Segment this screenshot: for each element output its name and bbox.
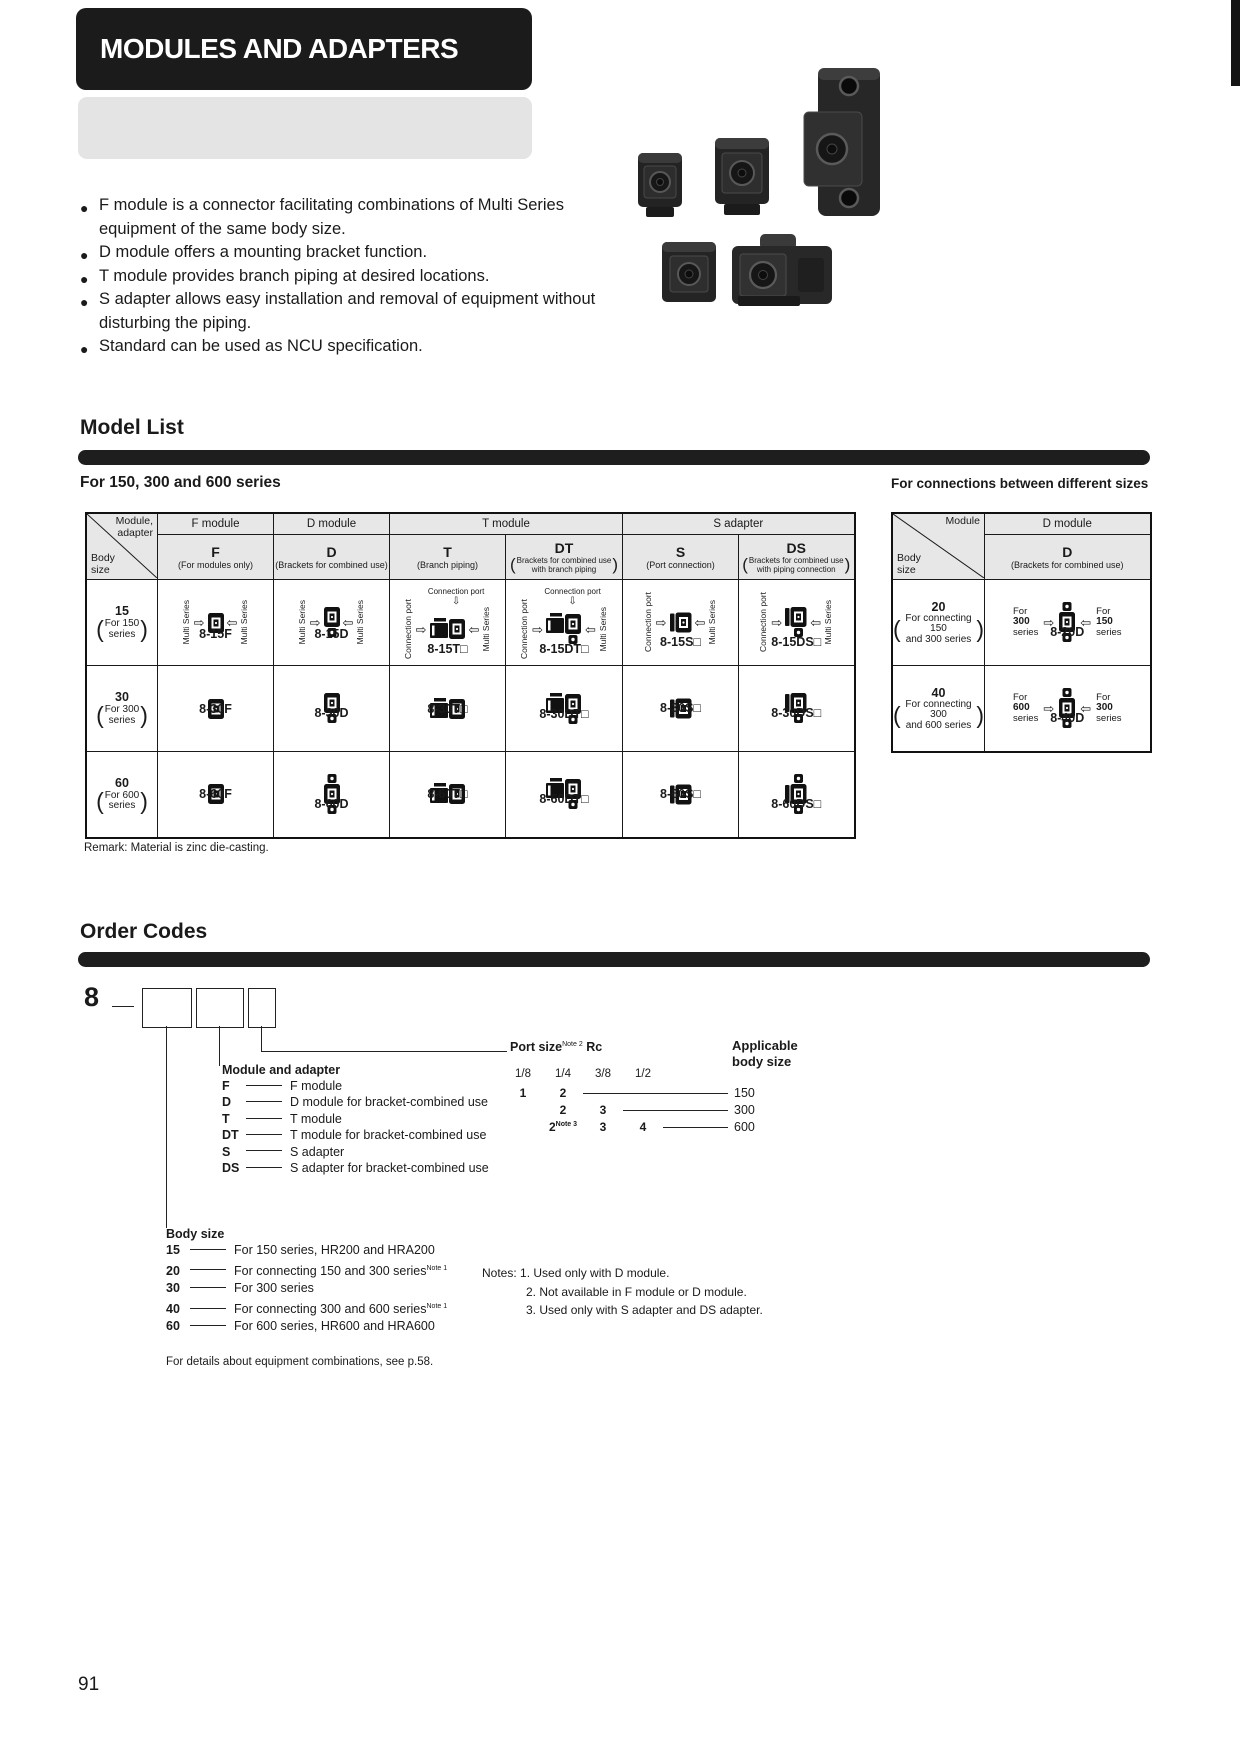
order-codes-heading: Order Codes: [80, 920, 208, 943]
intro-bullet: ● D module offers a mounting bracket function.: [80, 241, 598, 265]
order-code-dash: [112, 1006, 134, 1007]
model-code: 8-15D: [314, 626, 349, 641]
body-size-item: 60 For 600 series, HR600 and HRA600: [166, 1319, 435, 1334]
model-code: 8-30F: [199, 701, 232, 716]
port-size-value: 4: [639, 1120, 647, 1134]
group-header-row: [86, 513, 855, 535]
corner-cell: Module, adapter Body size: [86, 513, 158, 580]
dash-line: [190, 1287, 226, 1288]
right-arrow-icon: ⇨: [415, 621, 427, 637]
bullet-icon: ●: [80, 294, 89, 310]
dash-line: [246, 1118, 282, 1119]
model-list-table: [85, 512, 856, 839]
bullet-icon: ●: [80, 270, 89, 287]
dash-line: [246, 1101, 282, 1102]
model-code: 8-30D: [314, 706, 349, 720]
s-adapter-icon: [670, 612, 692, 633]
model-code: 8-30DT□: [539, 706, 589, 721]
left-arrow-icon: ⇦: [810, 614, 822, 630]
order-code-box-body-size: [142, 988, 192, 1028]
module-adapter-item: F F module: [222, 1079, 343, 1093]
model-list-table: [85, 512, 856, 839]
left-arrow-icon: ⇦: [342, 615, 354, 630]
right-arrow-icon: ⇨: [771, 614, 783, 630]
model-cell: [506, 752, 623, 838]
left-arrow-icon: ⇦: [1080, 615, 1092, 630]
left-arrow-icon: ⇦: [468, 621, 480, 637]
table-row: [892, 580, 1151, 666]
body-size-item: 20 For connecting 150 and 300 series$^{Note 1}$: [166, 1263, 448, 1278]
model-cell: Connection port ⇨ ⇦ Multi Series 8-15DS□: [739, 580, 855, 666]
connection-port-label: Connection port ⇩: [544, 587, 601, 608]
port-size-column: 3/8: [595, 1068, 611, 1080]
column-header: F (For modules only): [158, 535, 274, 580]
page-edge-index-tab: [1231, 0, 1240, 86]
details-reference: For details about equipment combinations, see p.58.: [166, 1356, 434, 1368]
model-code: 8-15F: [199, 626, 232, 641]
order-code-box-module: [196, 988, 244, 1028]
left-arrow-icon: ⇦: [226, 615, 238, 630]
model-cell: [739, 666, 855, 752]
model-cell: [390, 666, 506, 752]
group-header: D module: [985, 513, 1151, 535]
model-cell: [390, 752, 506, 838]
body-size-item: 15 For 150 series, HR200 and HRA200: [166, 1243, 435, 1257]
connector-line: [219, 1026, 220, 1066]
group-header: F module: [158, 513, 274, 535]
connector-line: [261, 1026, 262, 1052]
model-list-heading: Model List: [80, 416, 184, 439]
module-adapter-item: DS S adapter for bracket-combined use: [222, 1161, 489, 1176]
connector-line: [623, 1110, 728, 1111]
table-row: [86, 752, 855, 838]
model-code: 8-15S□: [660, 634, 701, 649]
model-cell: [158, 666, 274, 752]
applicable-body-size-value: 300: [734, 1103, 755, 1117]
title-banner: [76, 8, 532, 90]
intro-bullet: ● Standard can be used as NCU specification.: [80, 335, 598, 359]
table-row: [892, 666, 1151, 752]
body-size-cell: 30 ( For 300 series ): [86, 666, 158, 752]
body-size-item: 30 For 300 series: [166, 1281, 314, 1296]
connector-line: [663, 1127, 728, 1128]
dash-line: [246, 1085, 282, 1086]
bullet-icon: ●: [80, 247, 89, 263]
right-arrow-icon: ⇨: [655, 614, 667, 630]
body-size-cell: 60 ( For 600 series ): [86, 752, 158, 838]
t-module-icon: [430, 618, 466, 640]
corner-cell: Module Body size: [892, 513, 985, 580]
model-code: 8-20D: [1050, 625, 1085, 639]
table-row: [86, 580, 855, 666]
model-cell: For 300 series ⇨ ⇦ For 150 series 8-20D: [985, 580, 1151, 666]
different-sizes-table: [891, 512, 1152, 753]
group-header: S adapter: [623, 513, 855, 535]
body-size-cell: 40 ( For connecting 300 and 600 series ): [892, 666, 985, 752]
model-code: 8-15DS□: [771, 634, 822, 649]
model-cell: Connection port ⇩ Connection port ⇨ ⇦ Multi Series 8-15T□: [390, 580, 506, 666]
table-row: [86, 666, 855, 752]
applicable-body-size-value: 150: [734, 1086, 755, 1100]
intro-bullet: ● S adapter allows easy installation and removal of equipment without disturbing the piping.: [80, 290, 596, 332]
connector-line: [583, 1093, 728, 1094]
body-size-item: 40 For connecting 300 and 600 series$^{Note 1}$: [166, 1301, 448, 1316]
note-item: 2. Not available in F module or D module.: [526, 1284, 747, 1299]
port-size-column: 1/4: [555, 1068, 571, 1080]
column-header: D (Brackets for combined use): [985, 535, 1151, 580]
port-size-value: 3: [599, 1103, 607, 1117]
right-arrow-icon: ⇨: [532, 621, 543, 637]
right-arrow-icon: ⇨: [1043, 615, 1055, 630]
page-number: 91: [78, 1674, 100, 1695]
module-adapter-legend: [222, 1062, 489, 1176]
section-divider-bar: [78, 450, 1150, 465]
down-arrow-icon: ⇩: [451, 596, 461, 608]
model-code: 8-60S□: [660, 786, 701, 801]
modules-photo-illustration: [610, 50, 910, 350]
port-size-heading: Port size$^{Note 2}$ Rc: [510, 1040, 603, 1054]
column-header-row: [86, 535, 855, 580]
model-code: 8-30S□: [660, 701, 701, 715]
model-cell: [274, 666, 390, 752]
model-cell: Multi Series ⇨ ⇦ Multi Series 8-15F: [158, 580, 274, 666]
applicable-body-size-value: 600: [734, 1120, 755, 1134]
port-size-value: 1: [519, 1086, 527, 1100]
column-header: S (Port connection): [623, 535, 739, 580]
body-size-heading: Body size: [166, 1227, 225, 1241]
module-adapter-item: D D module for bracket-combined use: [222, 1095, 489, 1110]
port-size-legend: [510, 1038, 800, 1138]
right-arrow-icon: ⇨: [1043, 700, 1055, 716]
right-table-subtitle: For connections between different sizes: [891, 476, 1149, 491]
port-size-column: 1/2: [635, 1068, 651, 1080]
bullet-icon: ●: [80, 341, 89, 357]
dash-line: [190, 1325, 226, 1326]
port-size-value: $2^{Note 3}$: [548, 1120, 578, 1134]
model-code: 8-60F: [199, 787, 232, 802]
order-code-box-port: [248, 988, 276, 1028]
group-header: D module: [274, 513, 390, 535]
right-arrow-icon: ⇨: [309, 615, 321, 630]
model-code: 8-60T□: [427, 787, 468, 802]
dash-line: [246, 1150, 282, 1151]
module-adapter-heading: Module and adapter: [222, 1063, 341, 1077]
left-arrow-icon: ⇦: [694, 614, 706, 630]
module-adapter-item: DT T module for bracket-combined use: [222, 1128, 487, 1143]
body-size-cell: 15 ( For 150 series ): [86, 580, 158, 666]
column-header: T (Branch piping): [390, 535, 506, 580]
bullet-icon: ●: [80, 200, 89, 216]
port-size-value: 2: [559, 1086, 567, 1100]
model-code: 8-30DS□: [771, 706, 822, 720]
model-cell: [623, 666, 739, 752]
connector-line: [261, 1051, 507, 1052]
model-cell: [739, 752, 855, 838]
right-arrow-icon: ⇨: [193, 615, 205, 630]
dash-line: [190, 1308, 226, 1309]
body-size-legend: [166, 1226, 447, 1336]
dash-line: [190, 1249, 226, 1250]
model-code: 8-15T□: [427, 641, 468, 656]
page-title: MODULES AND ADAPTERS: [100, 33, 459, 64]
model-cell: [274, 752, 390, 838]
model-code: 8-15DT□: [539, 641, 589, 656]
left-arrow-icon: ⇦: [1080, 700, 1092, 716]
model-code: 8-60DT□: [539, 792, 589, 807]
down-arrow-icon: ⇩: [568, 596, 577, 608]
port-size-column: 1/8: [515, 1068, 531, 1080]
subtitle-placeholder-box: [78, 97, 532, 159]
module-adapter-item: S S adapter: [222, 1144, 345, 1159]
model-cell: For 600 series ⇨ ⇦ For 300 series 8-40D: [985, 666, 1151, 752]
port-size-value: 3: [599, 1120, 607, 1134]
column-header: D (Brackets for combined use): [274, 535, 390, 580]
body-size-cell: 20 ( For connecting 150 and 300 series ): [892, 580, 985, 666]
dash-line: [246, 1167, 282, 1168]
table-remark: Remark: Material is zinc die-casting.: [84, 842, 269, 854]
column-header: DS ( Brackets for combined use with piping connection ): [739, 535, 855, 580]
intro-bullet: ● F module is a connector facilitating combinations of Multi Series equipment of the same body size.: [80, 196, 564, 238]
model-code: 8-60DS□: [771, 796, 822, 811]
model-code: 8-40D: [1050, 710, 1085, 725]
model-cell: Connection port ⇩ Connection port ⇨ ⇦ Multi Series 8-15DT□: [506, 580, 623, 666]
order-code-prefix: 8: [84, 982, 100, 1012]
note-item: Notes: 1. Used only with D module.: [482, 1266, 670, 1280]
intro-bullet-list: [80, 194, 598, 359]
ds-adapter-icon: [785, 607, 807, 638]
model-cell: Connection port ⇨ ⇦ Multi Series 8-15S□: [623, 580, 739, 666]
model-code: 8-60D: [314, 796, 349, 811]
group-header: T module: [390, 513, 623, 535]
different-sizes-table: [891, 512, 1152, 753]
dash-line: [246, 1134, 282, 1135]
port-size-value: 2: [559, 1103, 567, 1117]
left-table-subtitle: For 150, 300 and 600 series: [80, 474, 281, 491]
model-cell: Multi Series ⇨ ⇦ Multi Series 8-15D: [274, 580, 390, 666]
applicable-body-size-heading: Applicable body size: [732, 1038, 798, 1069]
intro-bullet: ● T module provides branch piping at desired locations.: [80, 265, 598, 289]
product-photo: [610, 50, 910, 350]
model-cell: [158, 752, 274, 838]
model-cell: [623, 752, 739, 838]
column-header: DT ( Brackets for combined use with branch piping ): [506, 535, 623, 580]
dash-line: [190, 1269, 226, 1270]
connector-line: [166, 1026, 167, 1228]
section-divider-bar: [78, 952, 1150, 967]
module-adapter-item: T T module: [222, 1111, 342, 1126]
left-arrow-icon: ⇦: [585, 621, 596, 637]
model-code: 8-30T□: [427, 701, 468, 716]
notes-block: [482, 1264, 763, 1320]
note-item: 3. Used only with S adapter and DS adapter.: [526, 1303, 763, 1317]
connection-port-label: Connection port ⇩: [427, 587, 485, 608]
model-cell: [506, 666, 623, 752]
